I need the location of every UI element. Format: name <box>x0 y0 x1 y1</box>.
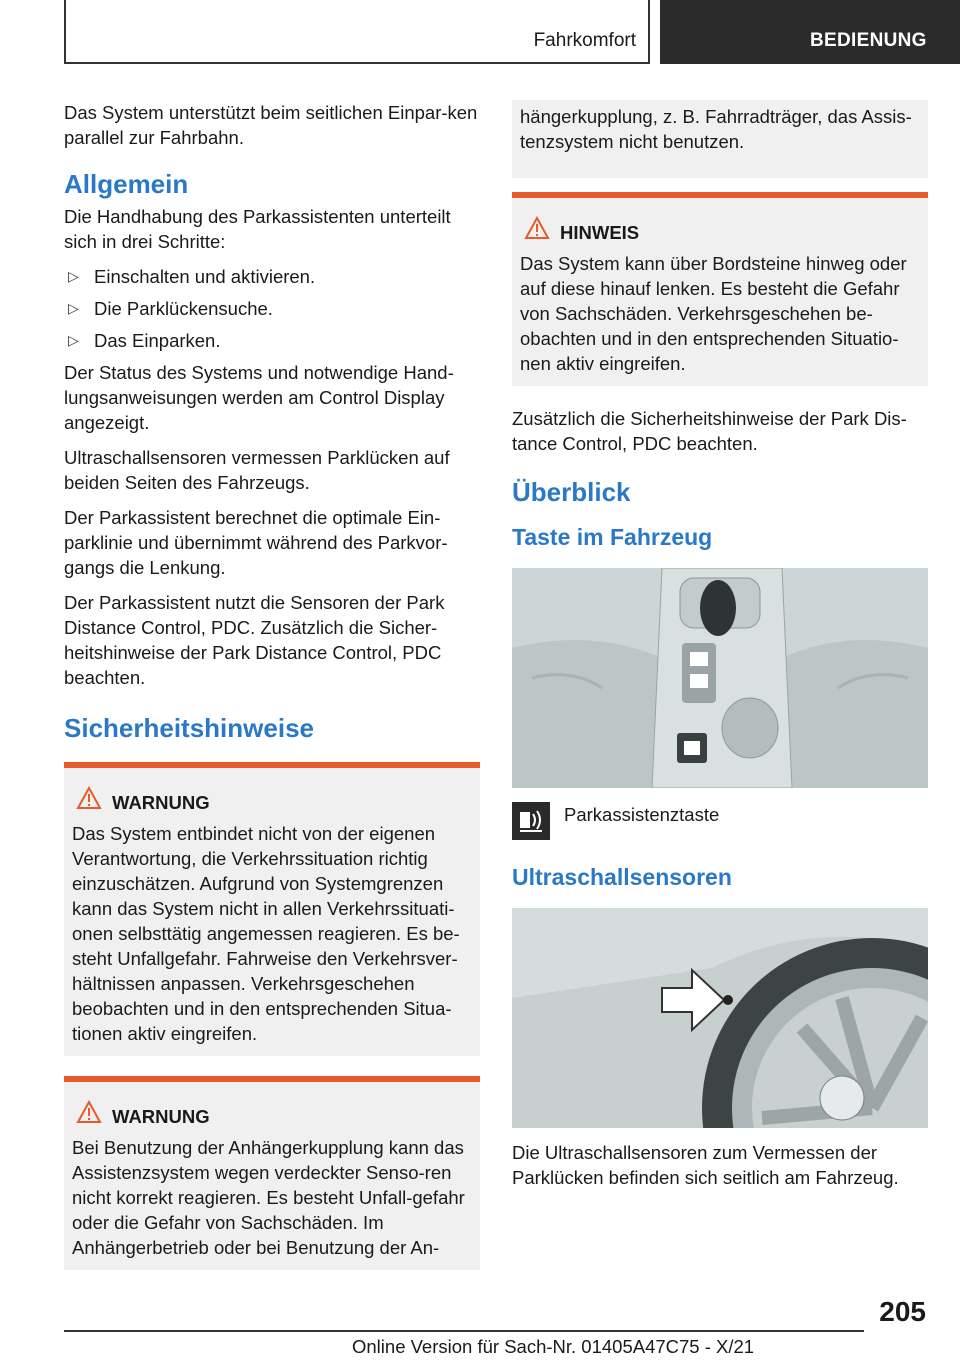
section-tab-label: BEDIENUNG <box>810 30 927 51</box>
triangle-bullet-icon: ▷ <box>68 268 79 284</box>
heading-taste-im-fahrzeug: Taste im Fahrzeug <box>512 524 713 550</box>
online-version-note: Online Version für Sach-Nr. 01405A47C75 - X/21 <box>352 1336 755 1357</box>
triangle-bullet-icon: ▷ <box>68 300 79 316</box>
hint-text: Das System kann über Bordsteine hinweg oder auf diese hinauf lenken. Es besteht die Gefahr von Sachschäden. Verkehrsgeschehen be-obachten und in den entsprechenden Situatio-nen aktiv eingreifen. <box>520 253 907 374</box>
heading-ueberblick: Überblick <box>512 477 631 507</box>
warning-triangle-icon <box>76 1100 102 1124</box>
paragraph-steps: Die Handhabung des Parkassistenten unterteilt sich in drei Schritte: <box>64 206 451 252</box>
hint-triangle-icon <box>524 216 550 240</box>
intro-paragraph: Das System unterstützt beim seitlichen Einpar-ken parallel zur Fahrbahn. <box>64 102 478 148</box>
hint-box <box>512 192 928 386</box>
footer-divider <box>64 1330 864 1332</box>
chapter-title: Fahrkomfort <box>533 30 636 51</box>
warning-text-continued: hängerkupplung, z. B. Fahrradträger, das Assis-tenzsystem nicht benutzen. <box>520 106 912 152</box>
warning-title: WARNUNG <box>112 792 210 813</box>
paragraph-status: Der Status des Systems und notwendige Hand-lungsanweisungen werden am Control Display angezeigt. <box>64 362 454 433</box>
list-item: ▷ Die Parklückensuche. <box>68 298 273 319</box>
heading-sicherheitshinweise: Sicherheitshinweise <box>64 713 314 743</box>
ultrasonic-sensor-photo <box>512 908 928 1128</box>
left-column <box>64 100 480 1270</box>
warning-text: Das System entbindet nicht von der eigenen Verantwortung, die Verkehrssituation richtig einzuschätzen. Aufgrund von Systemgrenzen kann das System nicht in allen Verkehrssituati-onen selbsttätig angemessen reagieren. Es be-steht Unfallgefahr. Fahrweise den Verkehrsver-hältnissen anpassen. Verkehrsgeschehen beobachten und in den entsprechenden Situa-tionen aktiv eingreifen. <box>72 823 460 1044</box>
section-tab <box>660 0 960 64</box>
warning-box-2-continued <box>512 100 928 178</box>
legend-row <box>512 802 928 840</box>
steps-list <box>64 264 480 353</box>
warning-box-1 <box>64 762 480 1056</box>
warning-title: WARNUNG <box>112 1106 210 1127</box>
center-console-photo <box>512 568 928 788</box>
paragraph-ultrasonic: Die Ultraschallsensoren zum Vermessen der Parklücken befinden sich seitlich am Fahrzeug. <box>512 1142 899 1188</box>
triangle-bullet-icon: ▷ <box>68 332 79 348</box>
paragraph-pdc: Der Parkassistent nutzt die Sensoren der Park Distance Control, PDC. Zusätzlich die Sicher-heitshinweise der Park Distance Control, PDC beachten. <box>64 592 445 688</box>
page-number: 205 <box>879 1296 926 1327</box>
heading-ultraschallsensoren: Ultraschallsensoren <box>512 864 732 890</box>
hint-title: HINWEIS <box>560 222 640 243</box>
park-assist-button-icon <box>512 802 550 840</box>
list-item: ▷ Das Einparken. <box>68 330 221 351</box>
paragraph-sensors: Ultraschallsensoren vermessen Parklücken auf beiden Seiten des Fahrzeugs. <box>64 447 450 493</box>
warning-triangle-icon <box>76 786 102 810</box>
warning-box-2 <box>64 1076 480 1270</box>
paragraph-steering: Der Parkassistent berechnet die optimale Ein-parklinie und übernimmt während des Parkvor-gangs die Lenkung. <box>64 507 448 578</box>
warning-text: Bei Benutzung der Anhängerkupplung kann das Assistenzsystem wegen verdeckter Senso-ren nicht korrekt reagieren. Es besteht Unfall-gefahr oder die Gefahr von Sachschäden. Im Anhängerbetrieb oder bei Benutzung der An- <box>72 1137 465 1258</box>
heading-allgemein: Allgemein <box>64 169 189 199</box>
right-column <box>512 100 928 1200</box>
paragraph-pdc-hint: Zusätzlich die Sicherheitshinweise der Park Dis-tance Control, PDC beachten. <box>512 408 907 454</box>
legend-label: Parkassistenztaste <box>564 804 720 825</box>
list-item: ▷ Einschalten und aktivieren. <box>68 266 316 287</box>
